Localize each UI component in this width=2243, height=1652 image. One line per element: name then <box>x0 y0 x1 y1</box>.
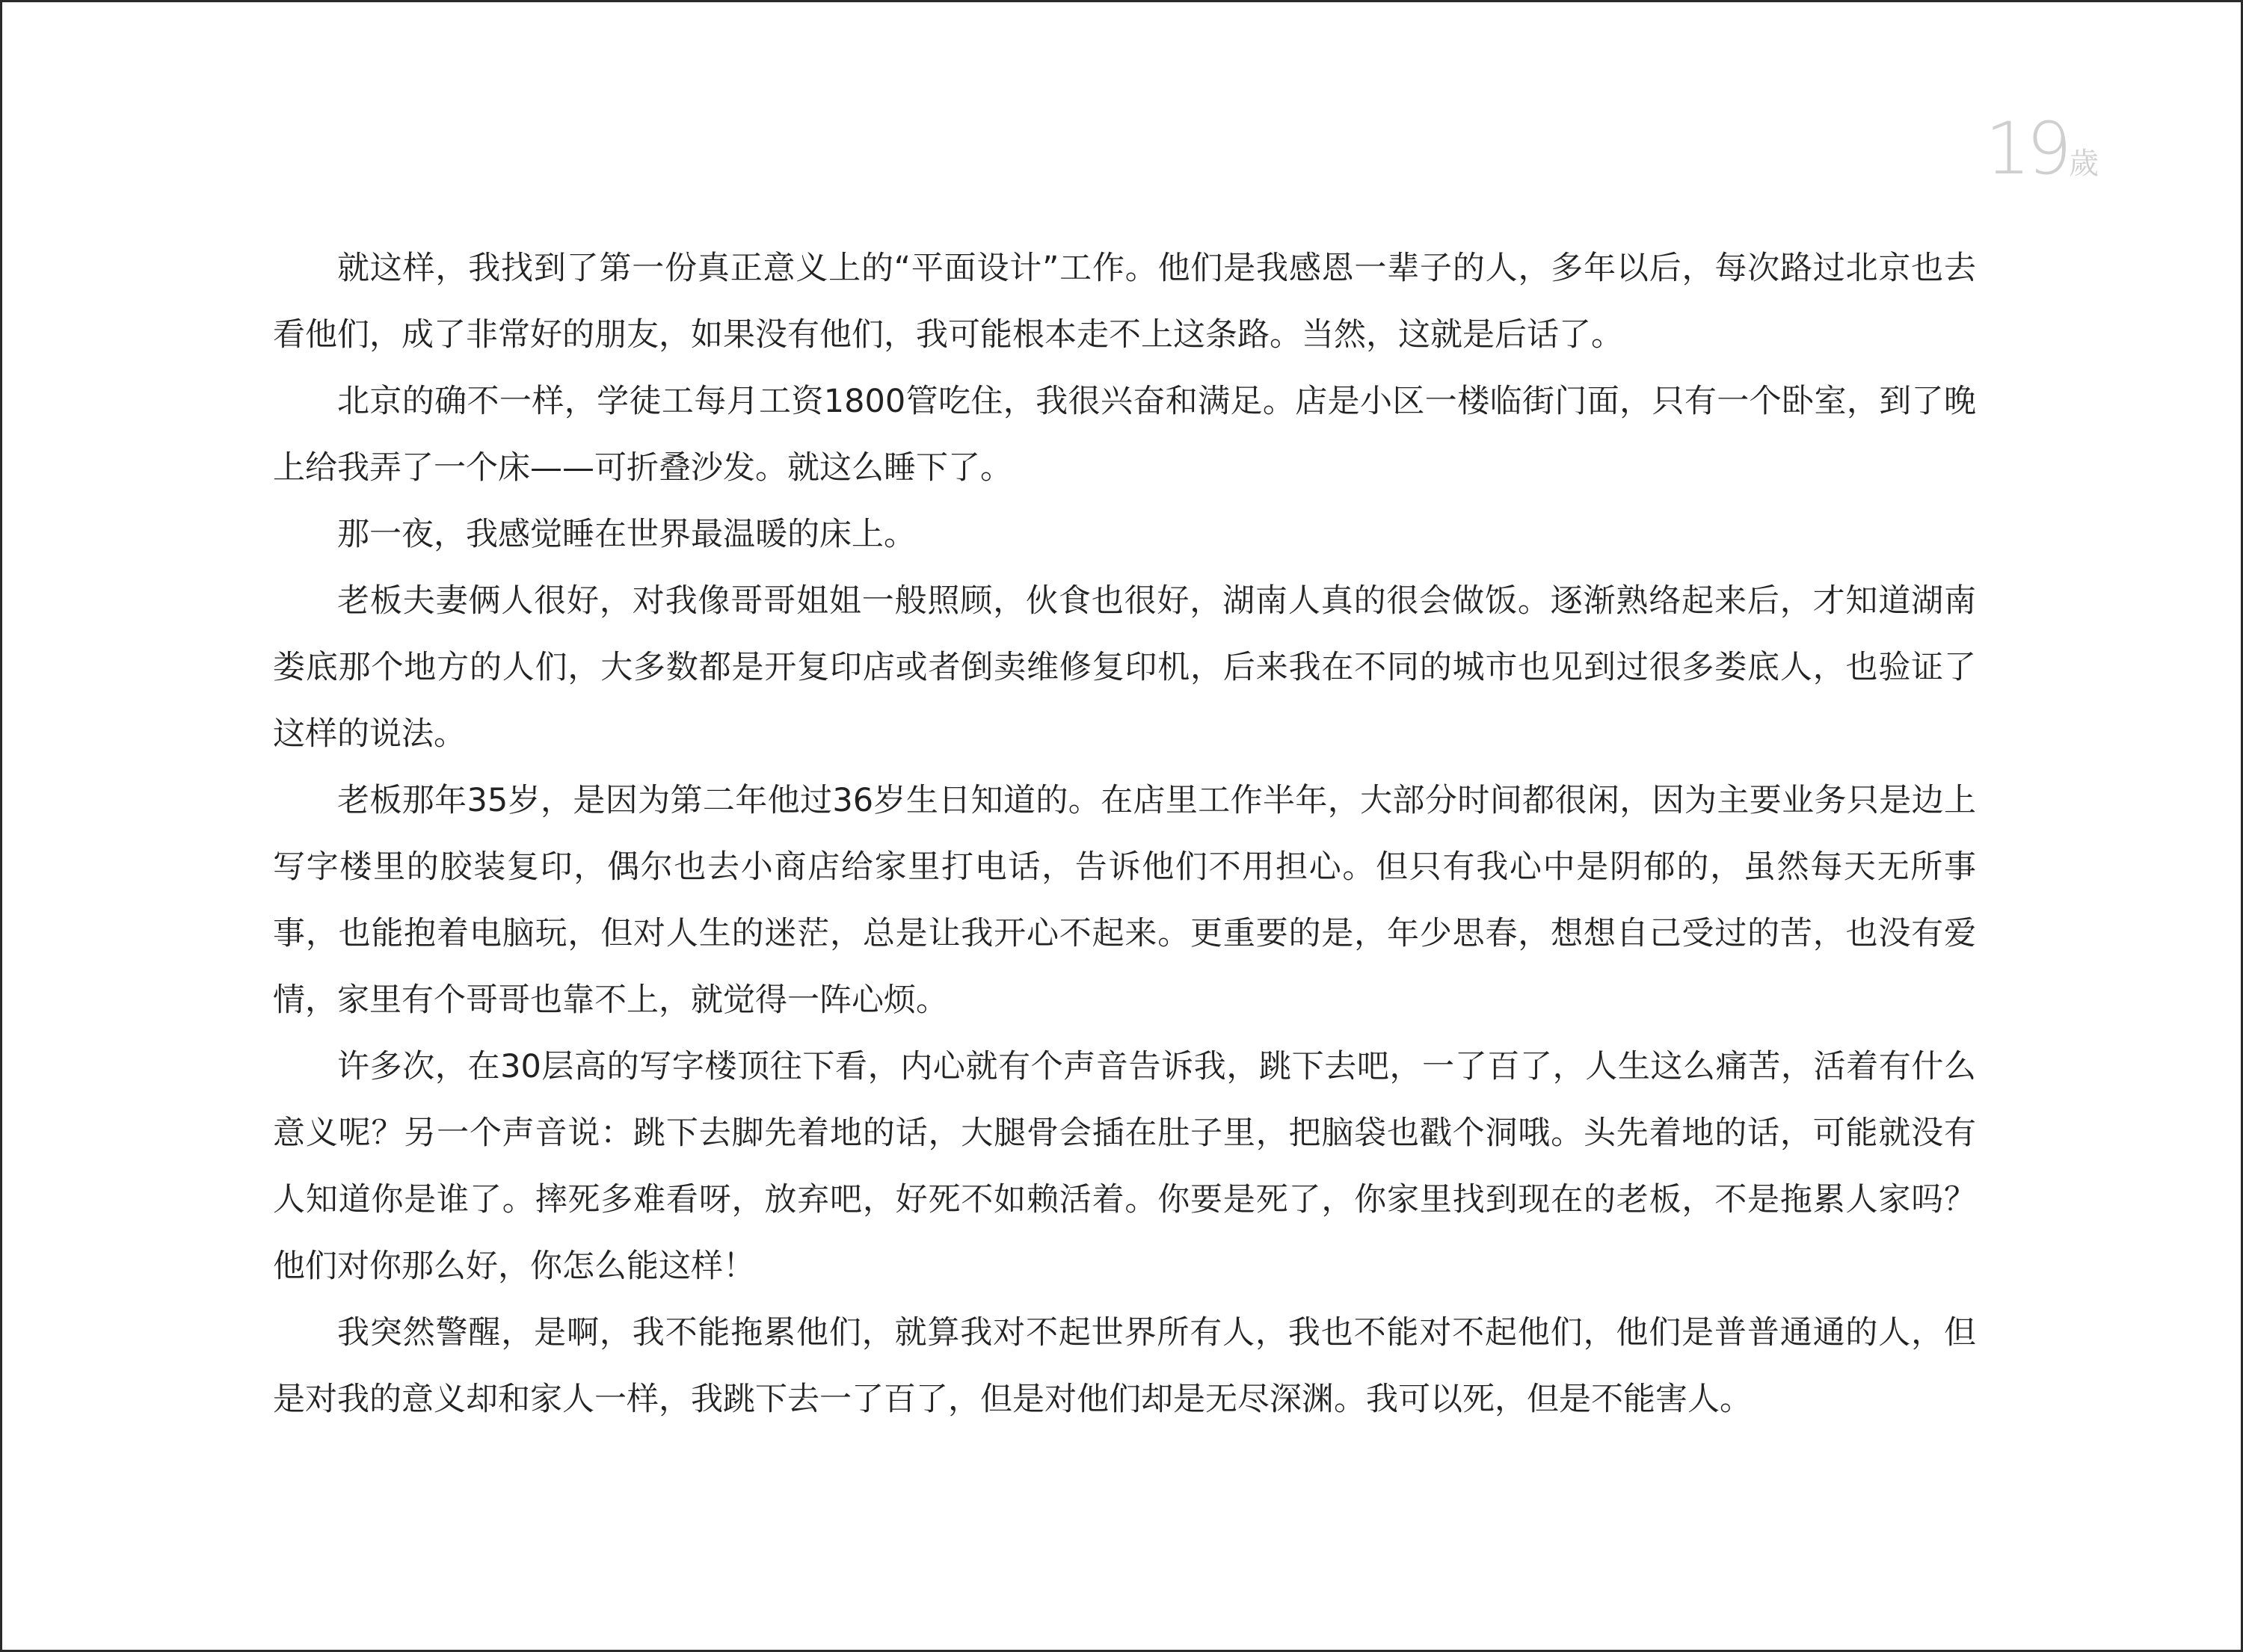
paragraph: 老板那年35岁，是因为第二年他过36岁生日知道的。在店里工作半年，大部分时间都很闲，因为主要业务只是边上写字楼里的胶装复印，偶尔也去小商店给家里打电话，告诉他们不用担心。但只有我心中是阴郁的，虽然每天无所事事，也能抱着电脑玩，但对人生的迷茫，总是让我开心不起来。更重要的是，年少思春，想想自己受过的苦，也没有爱情，家里有个哥哥也靠不上，就觉得一阵心烦。 <box>273 782 1976 1019</box>
paragraph: 就这样，我找到了第一份真正意义上的“平面设计”工作。他们是我感恩一辈子的人，多年以后，每次路过北京也去看他们，成了非常好的朋友，如果没有他们，我可能根本走不上这条路。当然，这就是后话了。 <box>273 250 1976 354</box>
paragraph: 北京的确不一样，学徒工每月工资1800管吃住，我很兴奋和满足。店是小区一楼临街门面，只有一个卧室，到了晚上给我弄了一个床——可折叠沙发。就这么睡下了。 <box>273 383 1976 487</box>
paragraph: 那一夜，我感觉睡在世界最温暖的床上。 <box>337 516 916 553</box>
paragraph: 老板夫妻俩人很好，对我像哥哥姐姐一般照顾，伙食也很好，湖南人真的很会做饭。逐渐熟络起来后，才知道湖南娄底那个地方的人们，大多数都是开复印店或者倒卖维修复印机，后来我在不同的城市也见到过很多娄底人，也验证了这样的说法。 <box>273 582 1976 753</box>
page-number-value: 19 <box>1985 107 2068 191</box>
paragraph: 我突然警醒，是啊，我不能拖累他们，就算我对不起世界所有人，我也不能对不起他们，他们是普普通通的人，但是对我的意义却和家人一样，我跳下去一了百了，但是对他们却是无尽深渊。我可以死，但是不能害人。 <box>273 1314 1976 1418</box>
paragraph: 许多次，在30层高的写字楼顶往下看，内心就有个声音告诉我，跳下去吧，一了百了，人生这么痛苦，活着有什么意义呢？另一个声音说：跳下去脚先着地的话，大腿骨会插在肚子里，把脑袋也戳个洞哦。头先着地的话，可能就没有人知道你是谁了。摔死多难看呀，放弃吧，好死不如赖活着。你要是死了，你家里找到现在的老板，不是拖累人家吗？他们对你那么好，你怎么能这样！ <box>273 1048 1976 1285</box>
page-number <box>1985 107 2099 191</box>
page-number-unit: 歲 <box>2069 147 2099 181</box>
body-text <box>273 235 1976 1433</box>
